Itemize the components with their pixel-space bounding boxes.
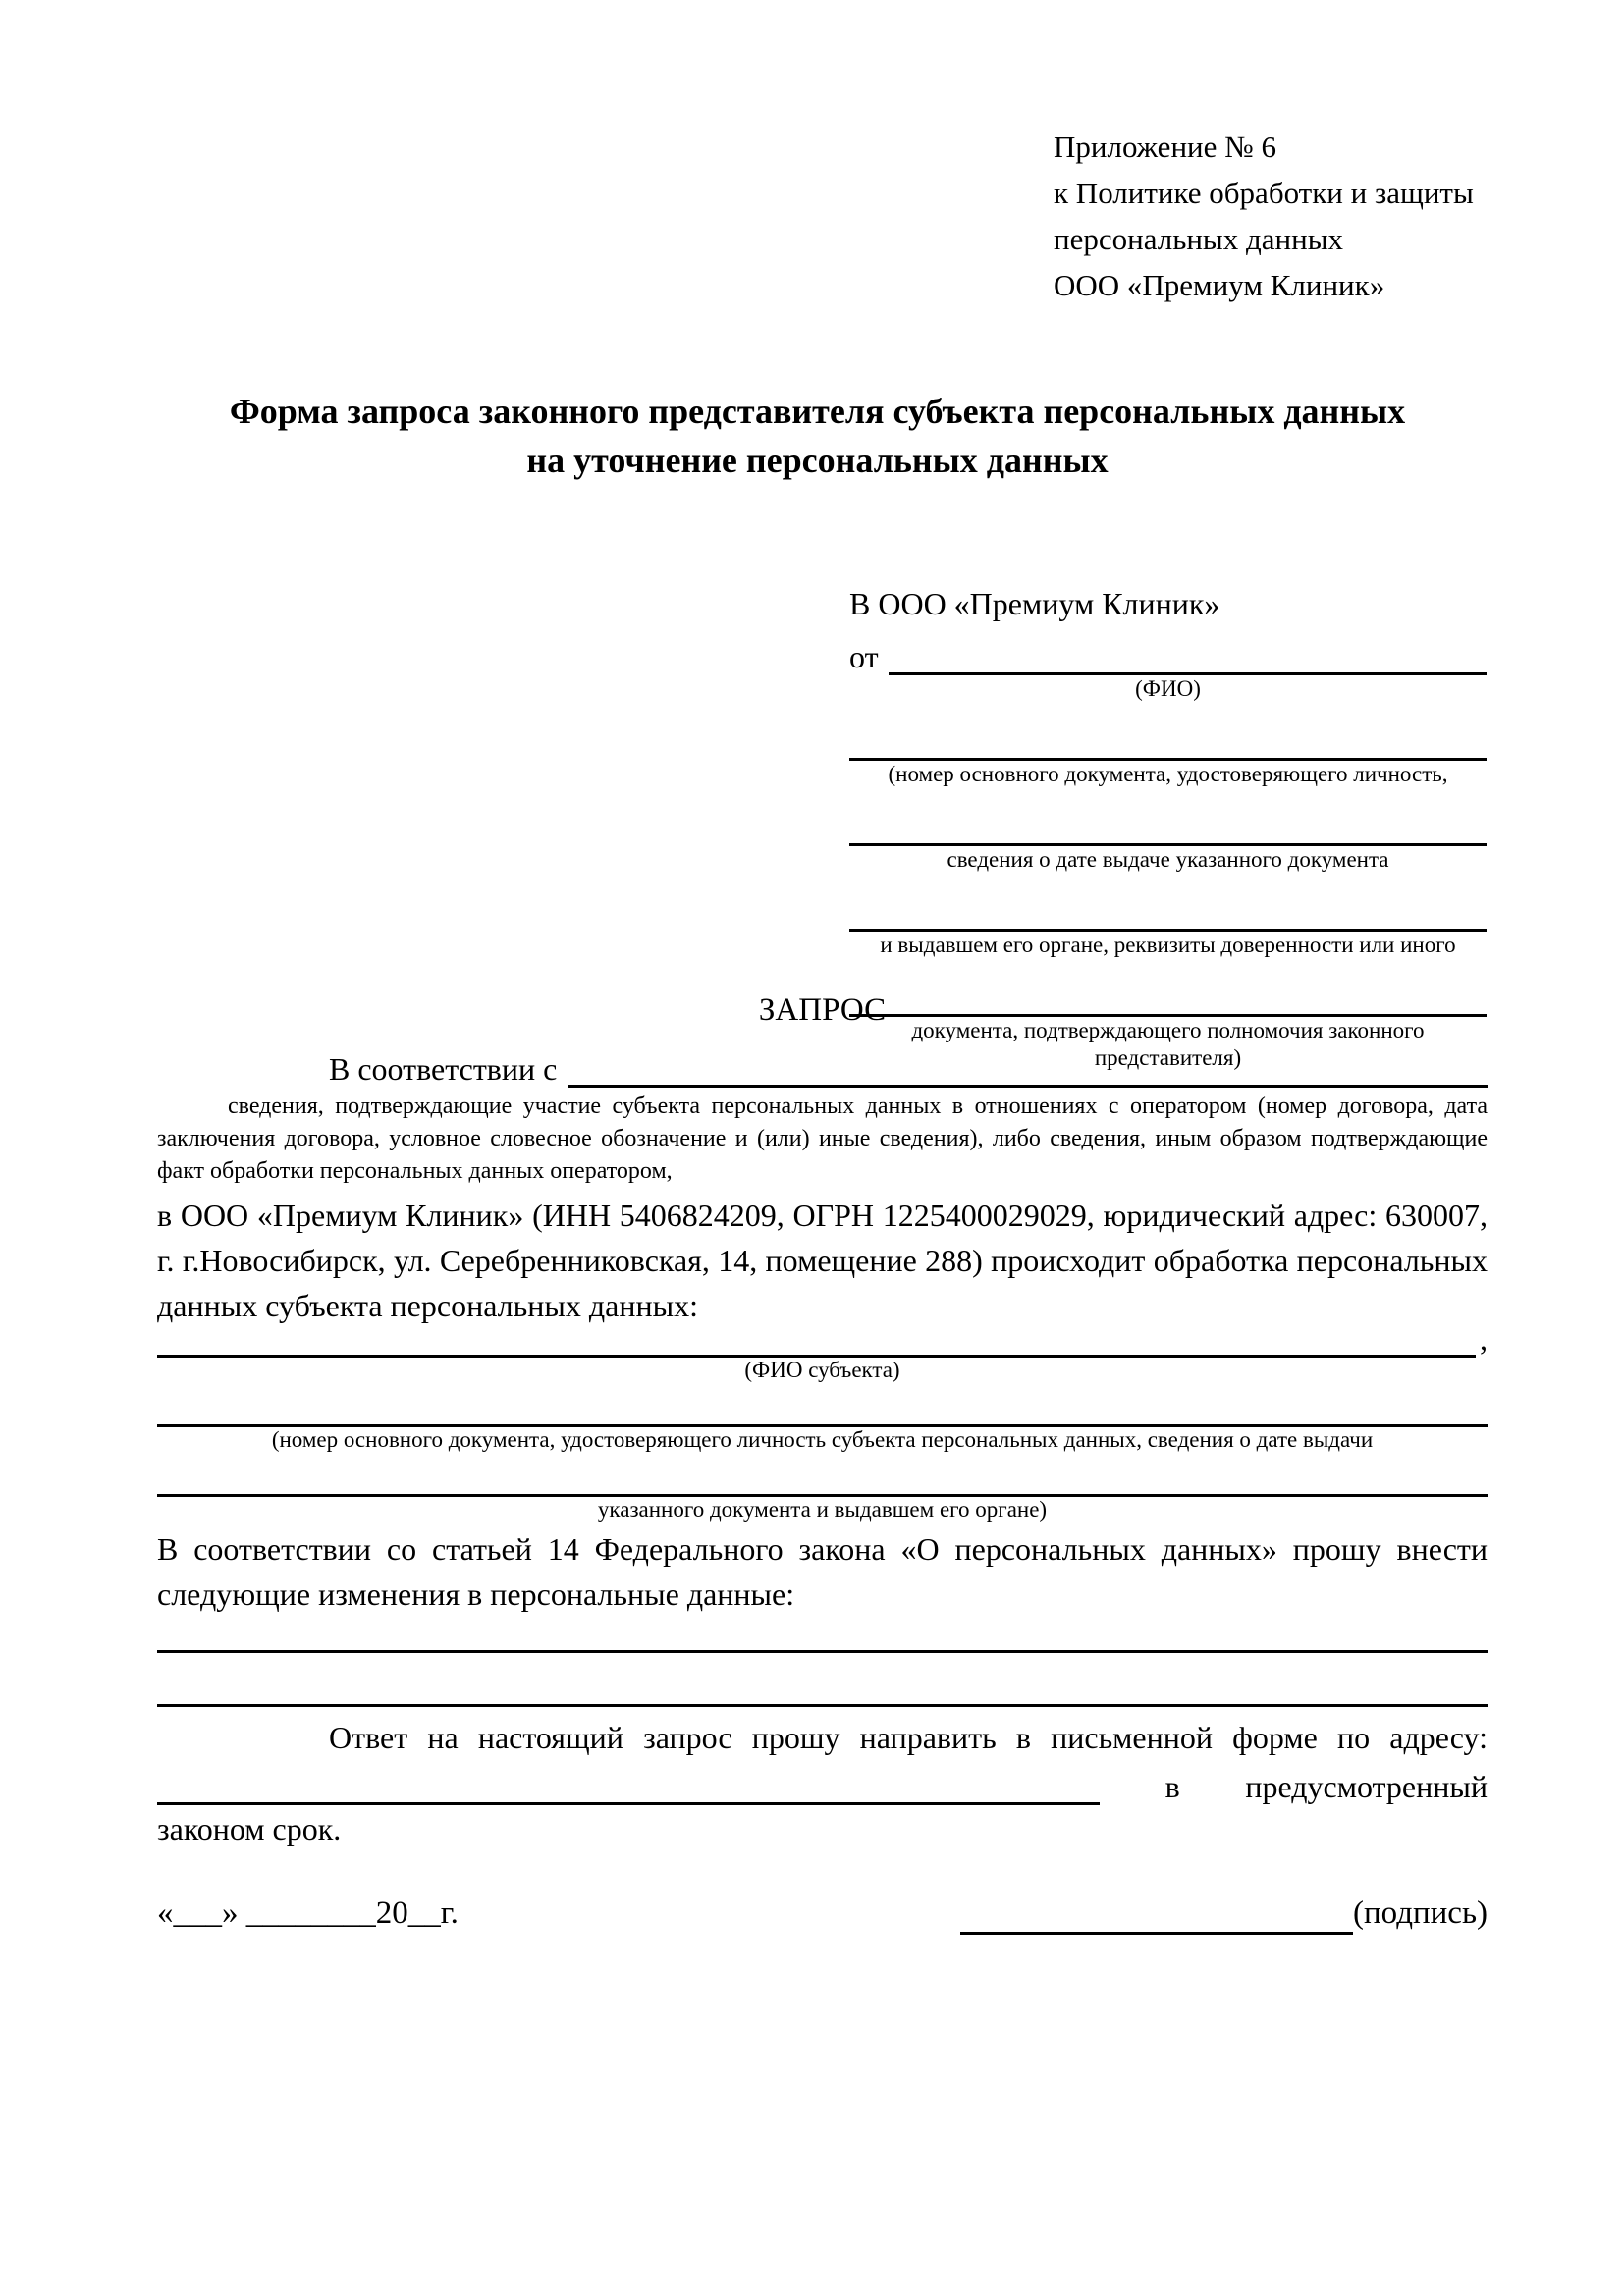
request-body — [157, 989, 1488, 1935]
blank-field-identity-document — [849, 703, 1487, 761]
intro-footnote: сведения, подтверждающие участие субъекта персональных данных в отношениях с оператором (номер договора, дата заключения договора, условное словесное обозначение и (или) иные сведения), либо сведения, иным образом подтверждающие факт обработки персональных данных оператором, — [157, 1094, 1488, 1184]
appendix-line: к Политике обработки и защиты — [1054, 176, 1474, 210]
blank-field-amendments-2 — [157, 1653, 1488, 1707]
caption-authority-document: документа, подтверждающего полномочия законного представителя) — [911, 1018, 1425, 1070]
appendix-line: Приложение № 6 — [1054, 130, 1276, 164]
blank-field-issue-date — [849, 788, 1487, 846]
reply-word-term: предусмотренный — [1245, 1769, 1488, 1804]
caption-identity-document: (номер основного документа, удостоверяющего личность, — [888, 762, 1448, 786]
appendix-line: ООО «Премиум Клиник» — [1054, 268, 1385, 302]
reply-address-row — [157, 1760, 1488, 1805]
from-label: от — [849, 639, 879, 674]
caption-subject-document: (номер основного документа, удостоверяющего личность субъекта персональных данных, сведения о дате выдачи — [271, 1427, 1374, 1452]
caption-issuing-authority: и выдавшем его органе, реквизиты доверенности или иного — [880, 933, 1456, 957]
appendix-note — [1054, 124, 1474, 308]
document-title — [147, 387, 1488, 485]
reply-address-paragraph: Ответ на настоящий запрос прошу направить в письменной форме по адресу: — [329, 1720, 1488, 1755]
caption-signature: (подпись) — [1353, 1896, 1488, 1931]
operator-paragraph: в ООО «Премиум Клиник» (ИНН 5406824209, ОГРН 1225400029029, юридический адрес: 630007, г. г.Новосибирск, ул. Серебренниковская, 14, помещение 288) происходит обработка персональных данных субъекта персональных данных: — [157, 1198, 1488, 1323]
blank-field-amendments-1 — [157, 1617, 1488, 1653]
caption-fio: (ФИО) — [1135, 676, 1201, 701]
subject-fio-comma: , — [1480, 1321, 1488, 1357]
blank-field-issuing-authority — [849, 874, 1487, 932]
from-row — [849, 626, 1487, 675]
amendments-paragraph: В соответствии со статьей 14 Федерального закона «О персональных данных» прошу внести следующие изменения в персональные данные: — [157, 1531, 1488, 1612]
reply-closing-line: законом срок. — [157, 1811, 342, 1846]
signature-row — [157, 1892, 1488, 1935]
blank-field-subject-document — [157, 1383, 1488, 1427]
date-blank: «___» ________20__г. — [157, 1896, 459, 1931]
signature-area — [960, 1892, 1488, 1935]
caption-subject-fio: (ФИО субъекта) — [744, 1358, 900, 1382]
blank-field-subject-document-authority — [157, 1453, 1488, 1497]
addressee-organization: В ООО «Премиум Клиник» — [849, 586, 1220, 621]
subject-fio-row — [157, 1321, 1488, 1358]
blank-field-signature — [960, 1893, 1353, 1935]
caption-issue-date: сведения о дате выдаче указанного документа — [947, 847, 1389, 872]
document-title-line2: на уточнение персональных данных — [526, 441, 1109, 480]
blank-field-relation-details — [568, 1085, 1488, 1088]
caption-subject-document-authority: указанного документа и выдавшем его органе) — [597, 1497, 1048, 1522]
document-title-line1: Форма запроса законного представителя субъекта персональных данных — [229, 392, 1406, 431]
appendix-line: персональных данных — [1054, 222, 1344, 256]
request-heading: ЗАПРОС — [758, 992, 887, 1028]
reply-word-v: в — [1164, 1769, 1180, 1804]
intro-row — [157, 1044, 1488, 1088]
intro-label: В соответствии с — [329, 1051, 558, 1087]
